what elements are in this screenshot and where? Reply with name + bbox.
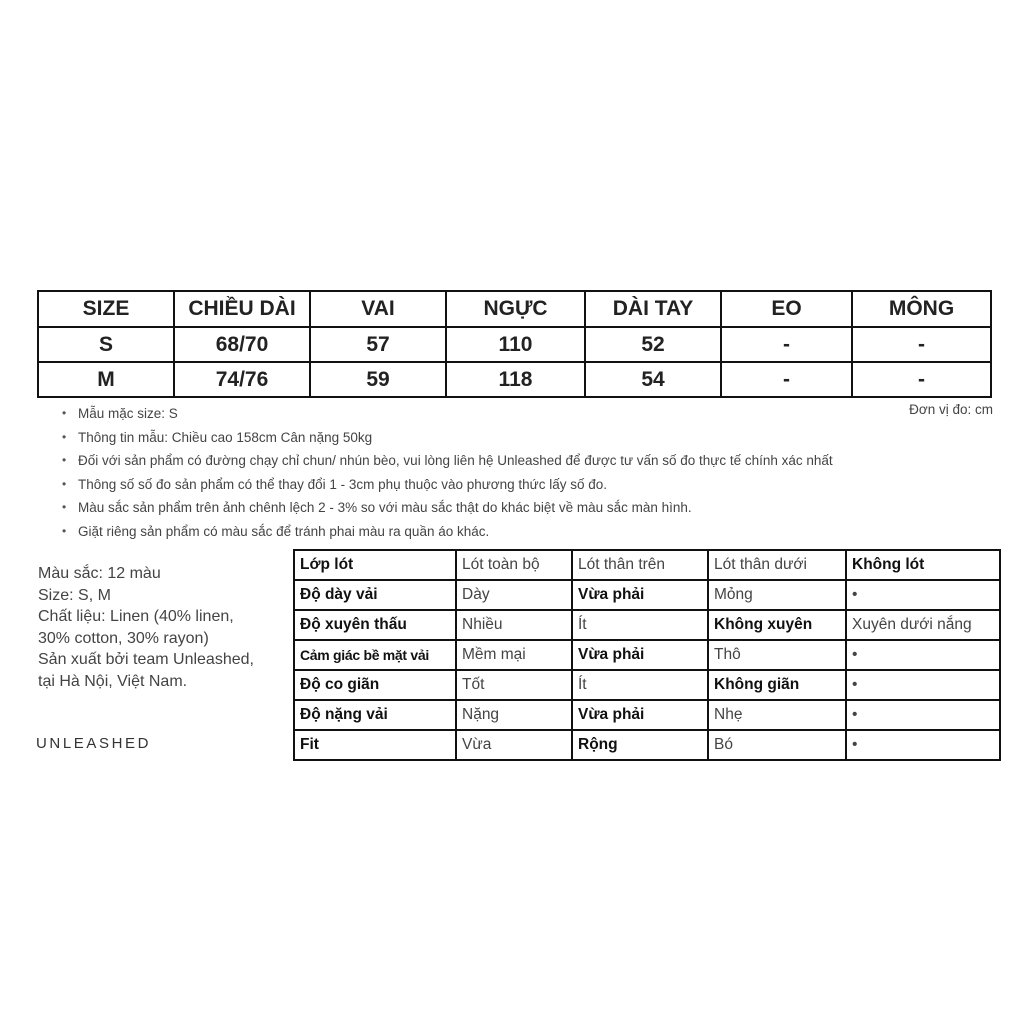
size-header-cell: VAI <box>310 291 446 327</box>
fabric-row <box>294 670 1000 700</box>
fabric-cell: Nhẹ <box>708 700 846 730</box>
note-item: • Thông số số đo sản phẩm có thể thay đổi 1 - 3cm phụ thuộc vào phương thức lấy số đo. <box>62 473 962 497</box>
product-info-line: Size: S, M <box>38 586 111 604</box>
fabric-cell-selected: Vừa phải <box>572 640 708 670</box>
product-info-line: 30% cotton, 30% rayon) <box>38 629 209 647</box>
size-cell: 74/76 <box>174 362 310 397</box>
fabric-label-cell: Độ nặng vải <box>294 700 456 730</box>
size-table-row <box>38 327 991 362</box>
fabric-cell: • <box>846 700 1000 730</box>
fabric-properties-table <box>293 549 1001 761</box>
size-cell: - <box>721 362 852 397</box>
fabric-cell: Mềm mại <box>456 640 572 670</box>
size-cell: - <box>852 327 991 362</box>
fabric-cell: Nhiều <box>456 610 572 640</box>
size-header-cell: NGỰC <box>446 291 585 327</box>
size-cell: 68/70 <box>174 327 310 362</box>
size-header-cell: SIZE <box>38 291 174 327</box>
fabric-row <box>294 700 1000 730</box>
fabric-cell-selected: Rộng <box>572 730 708 760</box>
size-table-header-row <box>38 291 991 327</box>
size-cell: S <box>38 327 174 362</box>
fabric-cell: Lót thân dưới <box>708 550 846 580</box>
unit-note: Đơn vị đo: cm <box>909 402 993 417</box>
size-cell: 59 <box>310 362 446 397</box>
fabric-cell-selected: Không xuyên <box>708 610 846 640</box>
fabric-cell: Lót thân trên <box>572 550 708 580</box>
fabric-cell-selected: Không lót <box>846 550 1000 580</box>
size-chart-table <box>37 290 992 398</box>
fabric-cell: • <box>846 580 1000 610</box>
fabric-cell: Nặng <box>456 700 572 730</box>
size-header-cell: MÔNG <box>852 291 991 327</box>
fabric-cell: Dày <box>456 580 572 610</box>
fabric-cell: Ít <box>572 610 708 640</box>
fabric-cell-selected: Không giãn <box>708 670 846 700</box>
note-item: • Giặt riêng sản phẩm có màu sắc để tránh phai màu ra quần áo khác. <box>62 520 962 544</box>
size-cell: 52 <box>585 327 721 362</box>
fabric-cell: Thô <box>708 640 846 670</box>
fabric-row <box>294 580 1000 610</box>
fabric-cell: Xuyên dưới nắng <box>846 610 1000 640</box>
size-cell: 118 <box>446 362 585 397</box>
fabric-cell: Lót toàn bộ <box>456 550 572 580</box>
fabric-cell-selected: Vừa phải <box>572 580 708 610</box>
fabric-row <box>294 550 1000 580</box>
fabric-row <box>294 610 1000 640</box>
fabric-cell: Vừa <box>456 730 572 760</box>
note-item: • Thông tin mẫu: Chiều cao 158cm Cân nặng 50kg <box>62 426 962 450</box>
size-cell: M <box>38 362 174 397</box>
fabric-row <box>294 640 1000 670</box>
size-cell: 54 <box>585 362 721 397</box>
fabric-cell: • <box>846 730 1000 760</box>
size-table-row <box>38 362 991 397</box>
size-notes-list <box>62 402 962 543</box>
fabric-label-cell: Độ co giãn <box>294 670 456 700</box>
fabric-label-cell: Fit <box>294 730 456 760</box>
fabric-cell: Tốt <box>456 670 572 700</box>
fabric-label-cell: Cảm giác bề mặt vải <box>294 640 456 670</box>
fabric-label-cell: Độ xuyên thấu <box>294 610 456 640</box>
note-item: • Mẫu mặc size: S <box>62 402 962 426</box>
fabric-cell: Ít <box>572 670 708 700</box>
size-header-cell: CHIỀU DÀI <box>174 291 310 327</box>
fabric-cell: • <box>846 670 1000 700</box>
size-header-cell: EO <box>721 291 852 327</box>
note-item: • Đối với sản phẩm có đường chạy chỉ chun/ nhún bèo, vui lòng liên hệ Unleashed để được tư vấn số đo thực tế chính xác nhất <box>62 449 962 473</box>
product-info-line: Màu sắc: 12 màu <box>38 565 161 582</box>
size-cell: - <box>852 362 991 397</box>
brand-logo: UNLEASHED <box>36 735 152 752</box>
fabric-label-cell: Lớp lót <box>294 550 456 580</box>
size-cell: - <box>721 327 852 362</box>
size-header-cell: DÀI TAY <box>585 291 721 327</box>
size-cell: 110 <box>446 327 585 362</box>
fabric-cell: • <box>846 640 1000 670</box>
product-info-line: Sản xuất bởi team Unleashed, <box>38 651 254 668</box>
size-cell: 57 <box>310 327 446 362</box>
fabric-cell: Bó <box>708 730 846 760</box>
product-info <box>38 563 298 692</box>
fabric-cell: Mỏng <box>708 580 846 610</box>
fabric-cell-selected: Vừa phải <box>572 700 708 730</box>
fabric-label-cell: Độ dày vải <box>294 580 456 610</box>
note-item: • Màu sắc sản phẩm trên ảnh chênh lệch 2 - 3% so với màu sắc thật do khác biệt về màu sắc màn hình. <box>62 496 962 520</box>
fabric-row <box>294 730 1000 760</box>
product-info-line: tại Hà Nội, Việt Nam. <box>38 672 188 690</box>
product-info-line: Chất liệu: Linen (40% linen, <box>38 608 234 625</box>
